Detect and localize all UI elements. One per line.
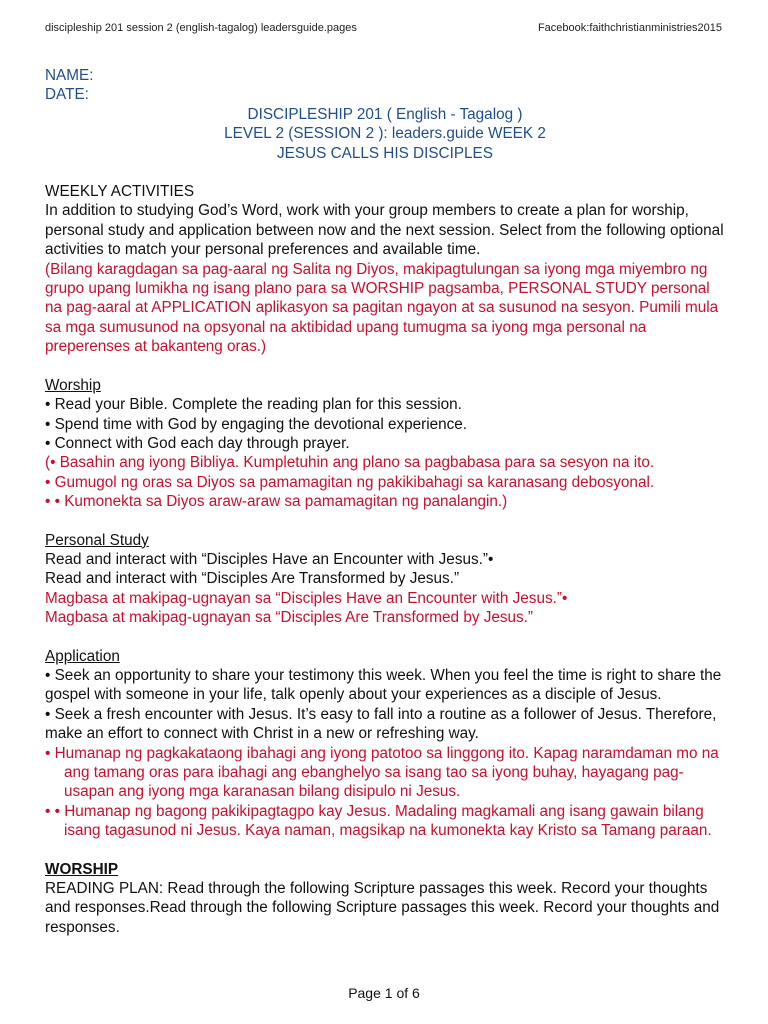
personal-study-tagalog-item: Magbasa at makipag-ugnayan sa “Disciples Have an Encounter with Jesus.”• xyxy=(45,589,568,607)
worship-tagalog-item: • • Kumonekta sa Diyos araw-araw sa pamamagitan ng panalangin.) xyxy=(45,493,508,511)
worship-english-item: • Read your Bible. Complete the reading plan for this session. xyxy=(45,396,462,414)
application-heading: Application xyxy=(45,647,120,665)
worship-section-heading: WORSHIP xyxy=(45,860,119,878)
worship-heading: Worship xyxy=(45,376,101,394)
title-line-2: LEVEL 2 (SESSION 2 ): leaders.guide WEEK 2 xyxy=(224,125,546,143)
title-line-1: DISCIPLESHIP 201 ( English - Tagalog ) xyxy=(247,105,523,123)
application-tagalog-item: • Humanap ng pagkakataong ibahagi ang iyong patotoo sa linggong ito. Kapag naramdaman mo na ang tamang oras para ibahagi ang ebanghelyo sa isang tao sa iyong buhay, hayagang pag-usapan ang iyong mga karanasan bilang disipulo ni Jesus. xyxy=(45,744,719,801)
application-english-item: • Seek an opportunity to share your testimony this week. When you feel the time is right to share the gospel with someone in your life, talk openly about your experiences as a disciple of Jesus. xyxy=(45,666,722,704)
worship-english-item: • Connect with God each day through prayer. xyxy=(45,434,350,452)
date-label: DATE: xyxy=(45,86,89,104)
weekly-activities-tagalog: (Bilang karagdagan sa pag-aaral ng Salita ng Diyos, makipagtulungan sa iyong mga miyembro ng grupo upang lumikha ng isang plano para sa WORSHIP pagsamba, PERSONAL STUDY personal na pag-aaral at APPLICATION aplikasyon sa pagitan ngayon at sa susunod na sesyon. Pumili mula sa mga sumusunod na opsyonal na aktibidad upang tumugma sa iyong mga personal na preperenses at bakanteng oras.) xyxy=(45,260,719,356)
document-body xyxy=(45,66,725,937)
worship-english-item: • Spend time with God by engaging the devotional experience. xyxy=(45,415,468,433)
personal-study-heading: Personal Study xyxy=(45,531,149,549)
weekly-activities-english: In addition to studying God’s Word, work with your group members to create a plan for worship, personal study and application between now and the next session. Select from the following optional activities to match your personal preferences and available time. xyxy=(45,202,724,259)
personal-study-tagalog-item: Magbasa at makipag-ugnayan sa “Disciples Are Transformed by Jesus.” xyxy=(45,609,534,627)
header-filename: discipleship 201 session 2 (english-tagalog) leadersguide.pages xyxy=(45,22,357,34)
weekly-activities-heading: WEEKLY ACTIVITIES xyxy=(45,183,195,201)
name-label: NAME: xyxy=(45,67,94,84)
application-tagalog-item: • • Humanap ng bagong pakikipagtagpo kay Jesus. Madaling magkamali ang isang gawain bilang isang tagasunod ni Jesus. Kaya naman, magsikap na kumonekta kay Kristo sa Tamang paraan. xyxy=(45,802,712,840)
personal-study-english-item: Read and interact with “Disciples Are Transformed by Jesus.” xyxy=(45,570,460,588)
reading-plan-text: READING PLAN: Read through the following Scripture passages this week. Record your thoughts and responses.Read through the following Scripture passages this week. Record your thoughts and responses. xyxy=(45,880,720,936)
worship-tagalog-item: (• Basahin ang iyong Bibliya. Kumpletuhin ang plano sa pagbabasa para sa sesyon na ito. xyxy=(45,454,655,472)
title-line-3: JESUS CALLS HIS DISCIPLES xyxy=(277,144,493,162)
page-number: Page 1 of 6 xyxy=(348,985,420,1001)
application-english-item: • Seek a fresh encounter with Jesus. It’s easy to fall into a routine as a follower of Jesus. Therefore, make an effort to connect with Christ in a new or refreshing way. xyxy=(45,705,717,743)
personal-study-english-item: Read and interact with “Disciples Have an Encounter with Jesus.”• xyxy=(45,550,494,568)
worship-tagalog-item: • Gumugol ng oras sa Diyos sa pamamagitan ng pakikibahagi sa karanasang debosyonal. xyxy=(45,473,655,491)
header-facebook: Facebook:faithchristianministries2015 xyxy=(537,22,722,34)
